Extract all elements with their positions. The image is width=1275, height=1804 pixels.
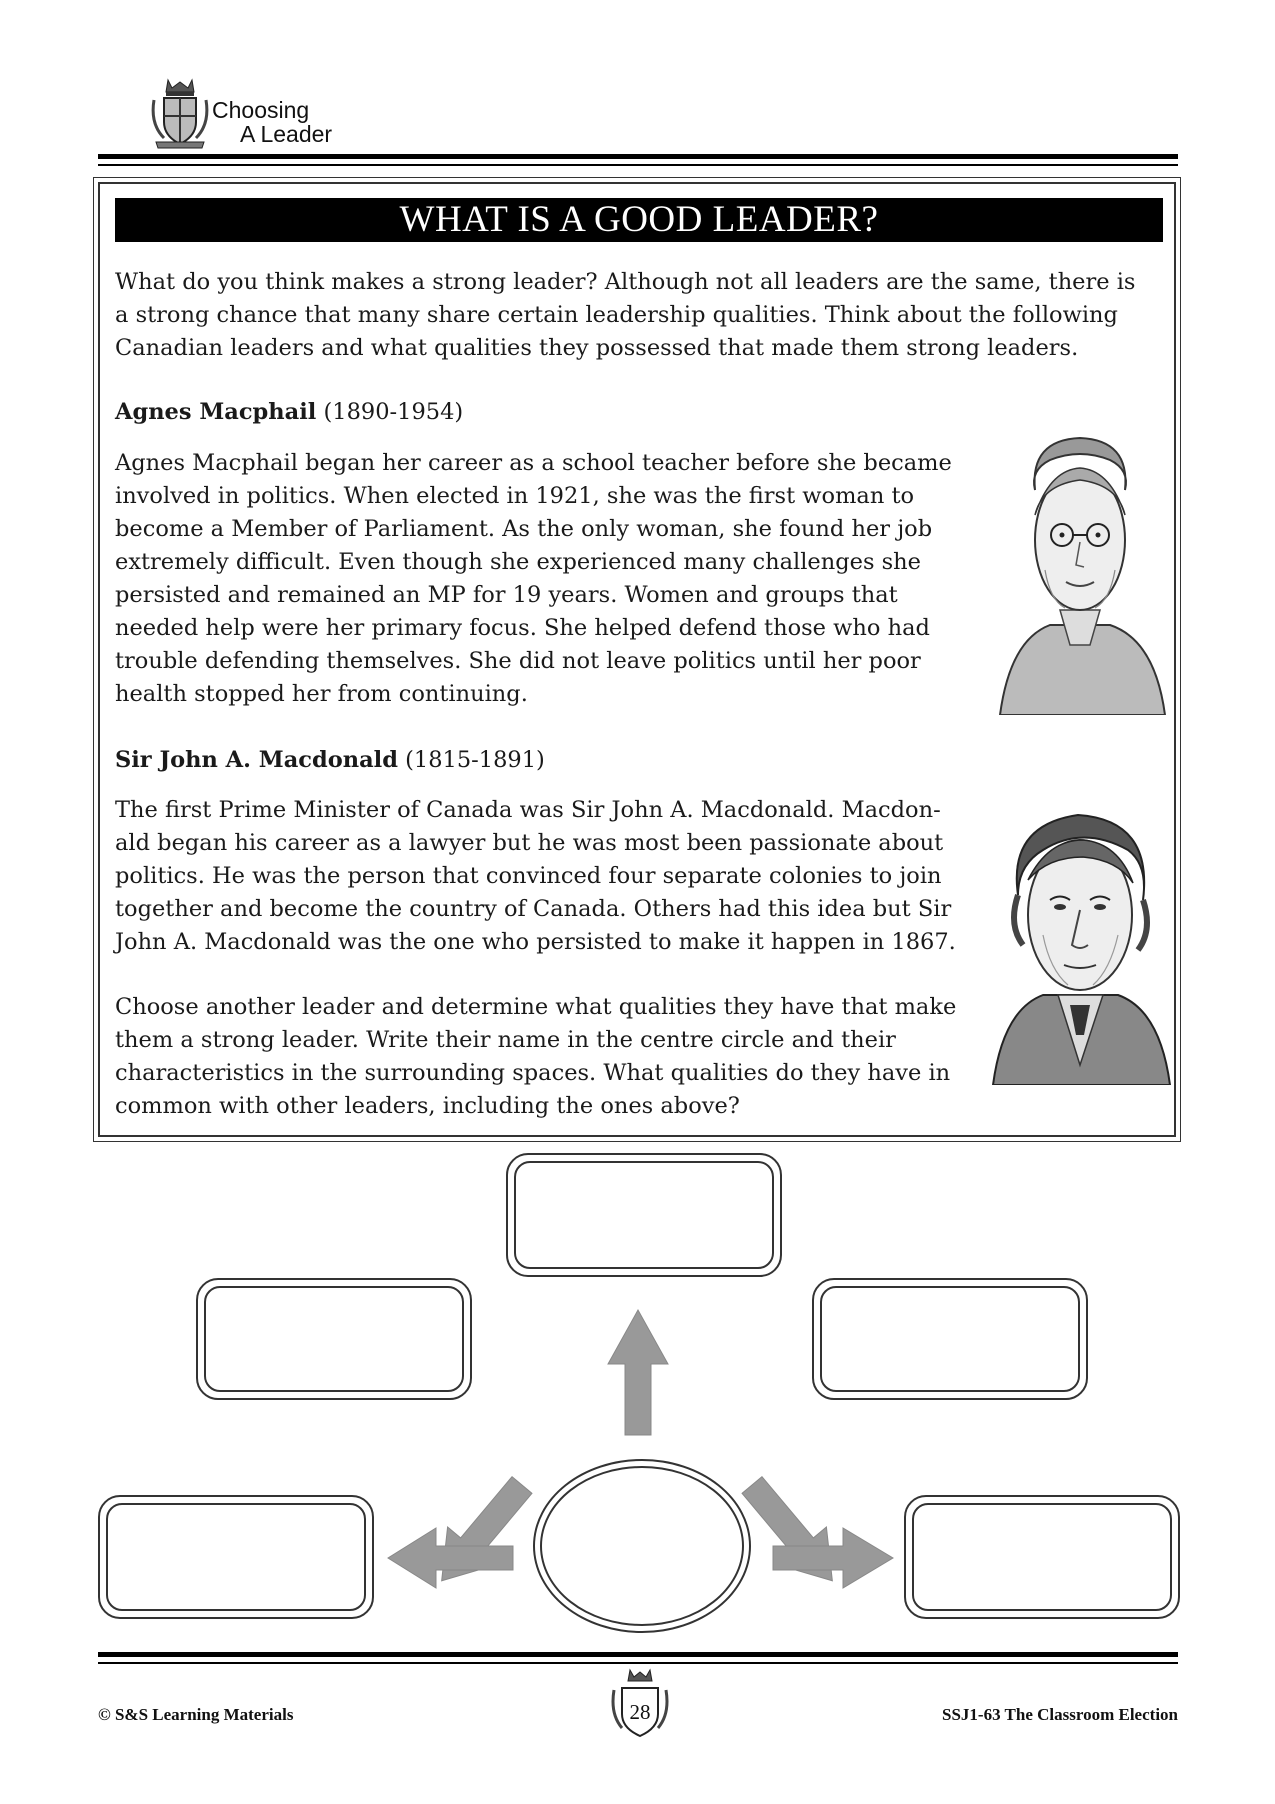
bio-line: together and become the country of Canada. Others had this idea but Sir xyxy=(115,896,952,922)
footer-copyright: © S&S Learning Materials xyxy=(98,1705,294,1724)
leader-years: (1815-1891) xyxy=(405,747,545,773)
instruction-line: Choose another leader and determine what qualities they have that make xyxy=(115,994,957,1020)
bio-line: health stopped her from continuing. xyxy=(115,681,528,707)
instruction-line: common with other leaders, including the ones above? xyxy=(115,1093,740,1119)
arrow-up-left-icon xyxy=(419,1466,545,1600)
worksheet-title: WHAT IS A GOOD LEADER? xyxy=(115,198,1163,242)
intro-line: a strong chance that many share certain leadership qualities. Think about the following xyxy=(115,302,1118,328)
intro-line: Canadian leaders and what qualities they possessed that made them strong leaders. xyxy=(115,335,1079,361)
bio-line: become a Member of Parliament. As the only woman, she found her job xyxy=(115,516,933,542)
instruction-line: them a strong leader. Write their name in the centre circle and their xyxy=(115,1027,896,1053)
page-number: 28 xyxy=(629,1700,651,1724)
footer-rule-thick xyxy=(98,1652,1178,1657)
footer-rule-thin xyxy=(98,1662,1178,1664)
bio-line: ald began his career as a lawyer but he was most been passionate about xyxy=(115,830,944,856)
leader-name: Agnes Macphail xyxy=(115,399,317,425)
section-title-line1: Choosing xyxy=(212,97,310,123)
leader-name: Sir John A. Macdonald xyxy=(115,747,398,773)
instruction-line: characteristics in the surrounding spaces. What qualities do they have in xyxy=(115,1060,951,1086)
arrow-up-right-icon xyxy=(729,1466,855,1600)
bio-line: Agnes Macphail began her career as a school teacher before she became xyxy=(115,450,952,476)
bio-line: needed help were her primary focus. She helped defend those who had xyxy=(115,615,930,641)
section-title-line2: A Leader xyxy=(240,121,333,147)
bio-line: involved in politics. When elected in 1921, she was the first woman to xyxy=(115,483,915,509)
bio-line: persisted and remained an MP for 19 years. Women and groups that xyxy=(115,582,898,608)
leader-years: (1890-1954) xyxy=(323,399,464,425)
bio-line: The first Prime Minister of Canada was Sir John A. Macdonald. Macdon- xyxy=(115,797,941,823)
bio-line: John A. Macdonald was the one who persisted to make it happen in 1867. xyxy=(115,929,956,955)
bio-line: politics. He was the person that convinced four separate colonies to join xyxy=(115,863,942,889)
footer-book-title: SSJ1-63 The Classroom Election xyxy=(942,1705,1178,1724)
arrow-up-icon xyxy=(608,1310,668,1435)
bio-line: extremely difficult. Even though she experienced many challenges she xyxy=(115,549,921,575)
bio-line: trouble defending themselves. She did not leave politics until her poor xyxy=(115,648,921,674)
intro-line: What do you think makes a strong leader? Although not all leaders are the same, there is xyxy=(115,269,1136,295)
